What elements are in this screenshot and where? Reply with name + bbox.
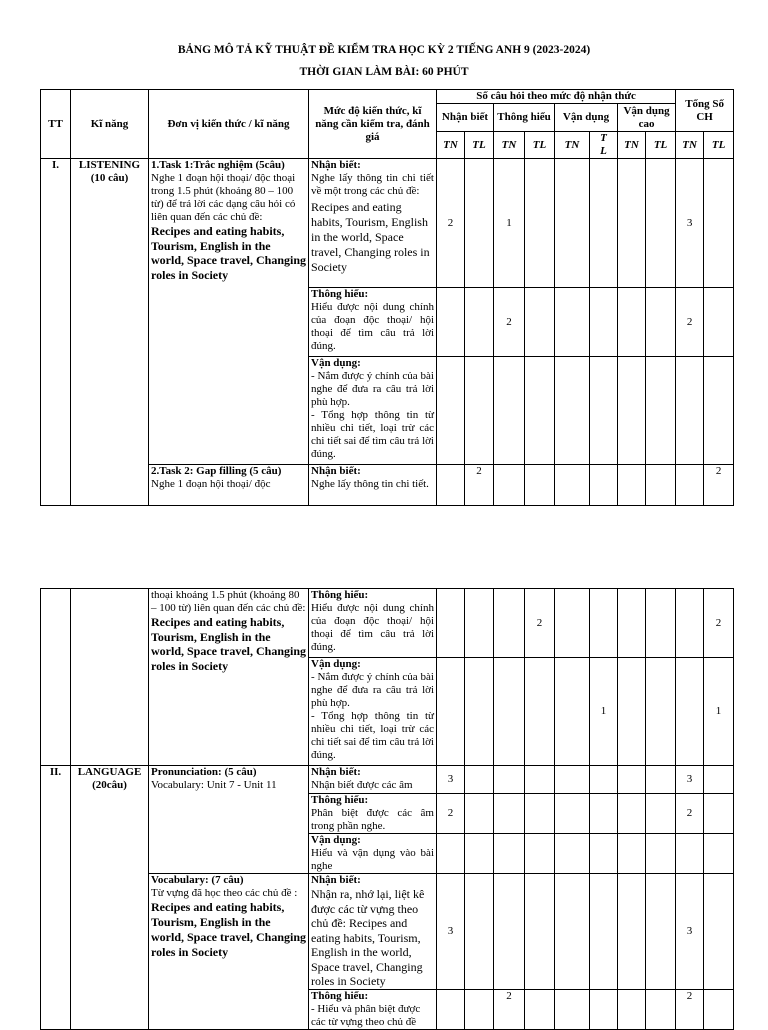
listening-task2-unit-cont: thoại khoảng 1.5 phút (khoảng 80 – 100 từ) liên quan đến các chủ đề: Recipes and eating habits, Tourism, English in the world, Space travel, Changing roles in Society — [149, 589, 309, 766]
cell-value: 3 — [676, 159, 704, 288]
cell-value: 2 — [676, 794, 704, 834]
header-tl: TL — [646, 132, 676, 159]
header-tl: TL — [525, 132, 555, 159]
cell-value: 3 — [437, 874, 465, 990]
listening-vd-desc: Vận dụng: - Nắm được ý chính của bài nghe để đưa ra câu trả lời phù hợp. - Tổng hợp thông tin từ nhiều chi tiết, loại trừ các chi tiết sai để tìm câu trả lời đúng. — [309, 357, 437, 465]
header-tl-stacked: T L — [590, 132, 618, 159]
header-tt: TT — [41, 90, 71, 159]
language-pron-unit: Pronunciation: (5 câu) Vocabulary: Unit 7 - Unit 11 — [149, 766, 309, 874]
language-pron-nb: Nhận biết: Nhận biết được các âm — [309, 766, 437, 794]
language-vocab-unit: Vocabulary: (7 câu) Từ vựng đã học theo các chủ đề : Recipes and eating habits, Tourism, English in the world, Space travel, Changing roles in Society — [149, 874, 309, 1030]
header-tl: TL — [465, 132, 494, 159]
cell-value: 1 — [704, 658, 734, 766]
header-total: Tổng Số CH — [676, 90, 734, 132]
listening-th-desc: Thông hiểu: Hiểu được nội dung chính của đoạn độc thoại/ hội thoại để tìm câu trả lời đúng. — [309, 288, 437, 357]
cell-value: 2 — [676, 288, 704, 357]
listening-nb-desc: Nhận biết: Nghe lấy thông tin chi tiết về một trong các chủ đề: Recipes and eating habits, Tourism, English in the world, Space travel, Changing roles in Society — [309, 159, 437, 288]
cell-value: 1 — [494, 159, 525, 288]
language-tt: II. — [41, 766, 71, 1030]
language-pron-th: Thông hiểu: Phân biệt được các âm trong phần nghe. — [309, 794, 437, 834]
document-title: BẢNG MÔ TẢ KỸ THUẬT ĐỀ KIỂM TRA HỌC KỲ 2 TIẾNG ANH 9 (2023-2024) — [177, 44, 591, 56]
spec-table-part2 — [40, 588, 734, 1030]
listening-task2-unit: 2.Task 2: Gap filling (5 câu) Nghe 1 đoạn hội thoại/ độc — [149, 465, 309, 506]
header-tn: TN — [555, 132, 590, 159]
cell-value: 2 — [704, 589, 734, 658]
header-question-count: Số câu hỏi theo mức độ nhận thức — [437, 90, 676, 104]
header-van-dung-cao: Vận dụng cao — [618, 104, 676, 132]
language-vocab-th: Thông hiểu: - Hiểu và phân biệt được các từ vựng theo chủ đề — [309, 989, 437, 1029]
cell-value: 3 — [437, 766, 465, 794]
cell-value: 2 — [494, 989, 525, 1029]
header-tl: TL — [704, 132, 734, 159]
language-pron-vd: Vận dụng: Hiểu và vận dụng vào bài nghe — [309, 834, 437, 874]
spec-table-part1 — [40, 89, 734, 506]
listening-task2-vd-desc: Vận dụng: - Nắm được ý chính của bài nghe để đưa ra câu trả lời phù hợp. - Tổng hợp thông tin từ nhiều chi tiết, loại trừ các chi tiết sai để tìm câu trả lời đúng. — [309, 658, 437, 766]
header-thong-hieu: Thông hiểu — [494, 104, 555, 132]
document-subtitle: THỜI GIAN LÀM BÀI: 60 PHÚT — [299, 66, 469, 78]
listening-skill: LISTENING (10 câu) — [71, 159, 149, 506]
cell-value: 2 — [704, 465, 734, 506]
cell-value: 2 — [465, 465, 494, 506]
listening-tt: I. — [41, 159, 71, 506]
cell-value: 1 — [590, 658, 618, 766]
header-skill: Kĩ năng — [71, 90, 149, 159]
cell-value: 2 — [494, 288, 525, 357]
header-level: Mức độ kiến thức, kĩ năng cần kiểm tra, đánh giá — [309, 90, 437, 159]
cell-value: 3 — [676, 766, 704, 794]
header-van-dung: Vận dụng — [555, 104, 618, 132]
header-tn: TN — [437, 132, 465, 159]
cell-value: 2 — [437, 794, 465, 834]
language-skill: LANGUAGE (20câu) — [71, 766, 149, 1030]
cell-value: 3 — [676, 874, 704, 990]
header-nhan-biet: Nhận biết — [437, 104, 494, 132]
listening-task2-th-desc: Thông hiểu: Hiểu được nội dung chính của đoạn độc thoại/ hội thoại để tìm câu trả lời đúng. — [309, 589, 437, 658]
header-tn: TN — [494, 132, 525, 159]
listening-nb2-desc: Nhận biết: Nghe lấy thông tin chi tiết. — [309, 465, 437, 506]
language-vocab-nb: Nhận biết: Nhận ra, nhớ lại, liệt kê được các từ vựng theo chủ đề: Recipes and eating habits, Tourism, English in the world, Space travel, Changing roles in Society — [309, 874, 437, 990]
cell-value: 2 — [676, 989, 704, 1029]
cell-value: 2 — [437, 159, 465, 288]
header-tn: TN — [676, 132, 704, 159]
header-unit: Đơn vị kiến thức / kĩ năng — [149, 90, 309, 159]
cell-value: 2 — [525, 589, 555, 658]
listening-task1-unit: 1.Task 1:Trắc nghiệm (5câu) Nghe 1 đoạn hội thoại/ độc thoại trong 1.5 phút (khoảng 80 – 100 từ) để trả lời các dạng câu hỏi có liên quan đến các chủ đề: Recipes and eating habits, Tourism, English in the world, Space travel, Changing roles in Society — [149, 159, 309, 465]
header-tn: TN — [618, 132, 646, 159]
